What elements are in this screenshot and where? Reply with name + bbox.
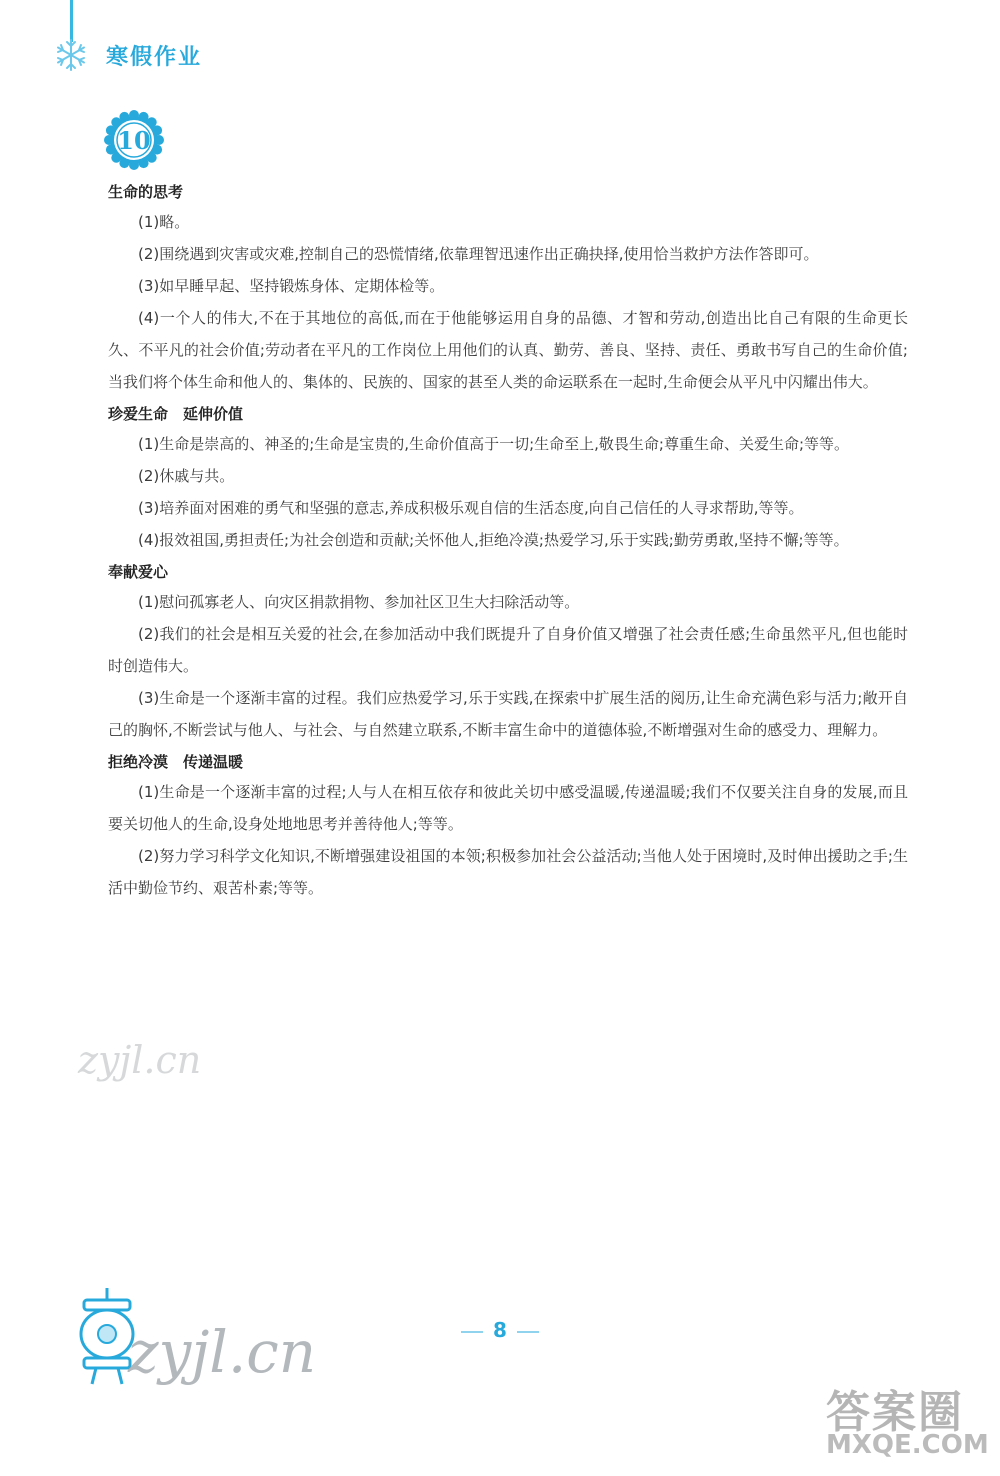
section-reject-indifference (108, 748, 908, 904)
answer-paragraph: (4)报效祖国,勇担责任;为社会创造和贡献;关怀他人,拒绝冷漠;热爱学习,乐于实践;勤劳勇敢,坚持不懈;等等。 (138, 531, 849, 549)
badge-number: 10 (117, 126, 151, 155)
watermark-mid: zyjl.cn (78, 1038, 202, 1082)
section-title: 拒绝冷漠 传递温暖 (108, 753, 244, 771)
watermark-zyjl: zyjl.cn (128, 1318, 317, 1386)
answer-content (108, 176, 908, 904)
answer-paragraph: (2)围绕遇到灾害或灾难,控制自己的恐慌情绪,依靠理智迅速作出正确抉择,使用恰当救护方法作答即可。 (138, 245, 819, 263)
answer-paragraph: (3)培养面对困难的勇气和坚强的意志,养成积极乐观自信的生活态度,向自己信任的人寻求帮助,等等。 (138, 499, 804, 517)
section-number-badge (104, 110, 164, 170)
section-life-thinking (108, 178, 908, 398)
section-cherish-life (108, 400, 908, 556)
watermark-daanquan: 答案圈 (826, 1387, 964, 1438)
answer-paragraph: (3)如早睡早起、坚持锻炼身体、定期体检等。 (138, 277, 445, 295)
answer-paragraph: (1)略。 (138, 213, 190, 231)
page-number (0, 1318, 1000, 1342)
answer-paragraph: (4)一个人的伟大,不在于其地位的高低,而在于他能够运用自身的品德、才智和劳动,创造出比自己有限的生命更长久、不平凡的社会价值;劳动者在平凡的工作岗位上用他们的认真、勤劳、善良、坚持、责任、勇敢书写自己的生命价值;当我们将个体生命和他人的、集体的、民族的、国家的甚至人类的命运联系在一起时,生命便会从平凡中闪耀出伟大。 (108, 309, 908, 391)
page-number-dash-left (461, 1331, 483, 1333)
snowflake-icon (54, 38, 88, 72)
section-title: 珍爱生命 延伸价值 (108, 405, 244, 423)
section-title: 奉献爱心 (108, 563, 169, 581)
answer-paragraph: (1)生命是崇高的、神圣的;生命是宝贵的,生命价值高于一切;生命至上,敬畏生命;尊重生命、关爱生命;等等。 (138, 435, 850, 453)
answer-paragraph: (1)慰问孤寡老人、向灾区捐款捐物、参加社区卫生大扫除活动等。 (138, 593, 580, 611)
answer-paragraph: (2)我们的社会是相互关爱的社会,在参加活动中我们既提升了自身价值又增强了社会责任感;生命虽然平凡,但也能时时创造伟大。 (108, 625, 908, 675)
page-number-text: 8 (493, 1318, 507, 1342)
watermark-domain: MXQE.COM (826, 1430, 989, 1460)
answer-paragraph: (2)休戚与共。 (138, 467, 235, 485)
section-title: 生命的思考 (108, 183, 184, 201)
answer-paragraph: (3)生命是一个逐渐丰富的过程。我们应热爱学习,乐于实践,在探索中扩展生活的阅历,让生命充满色彩与活力;敞开自己的胸怀,不断尝试与他人、与社会、与自然建立联系,不断丰富生命中的道德体验,不断增强对生命的感受力、理解力。 (108, 689, 908, 739)
answer-paragraph: (1)生命是一个逐渐丰富的过程;人与人在相互依存和彼此关切中感受温暖,传递温暖;我们不仅要关注自身的发展,而且要关切他人的生命,设身处地地思考并善待他人;等等。 (108, 783, 908, 833)
page-number-dash-right (517, 1331, 539, 1333)
header-vertical-line (70, 0, 73, 42)
answer-paragraph: (2)努力学习科学文化知识,不断增强建设祖国的本领;积极参加社会公益活动;当他人处于困境时,及时伸出援助之手;生活中勤俭节约、艰苦朴素;等等。 (108, 847, 908, 897)
header-title: 寒假作业 (106, 45, 203, 70)
section-devote-love (108, 558, 908, 746)
